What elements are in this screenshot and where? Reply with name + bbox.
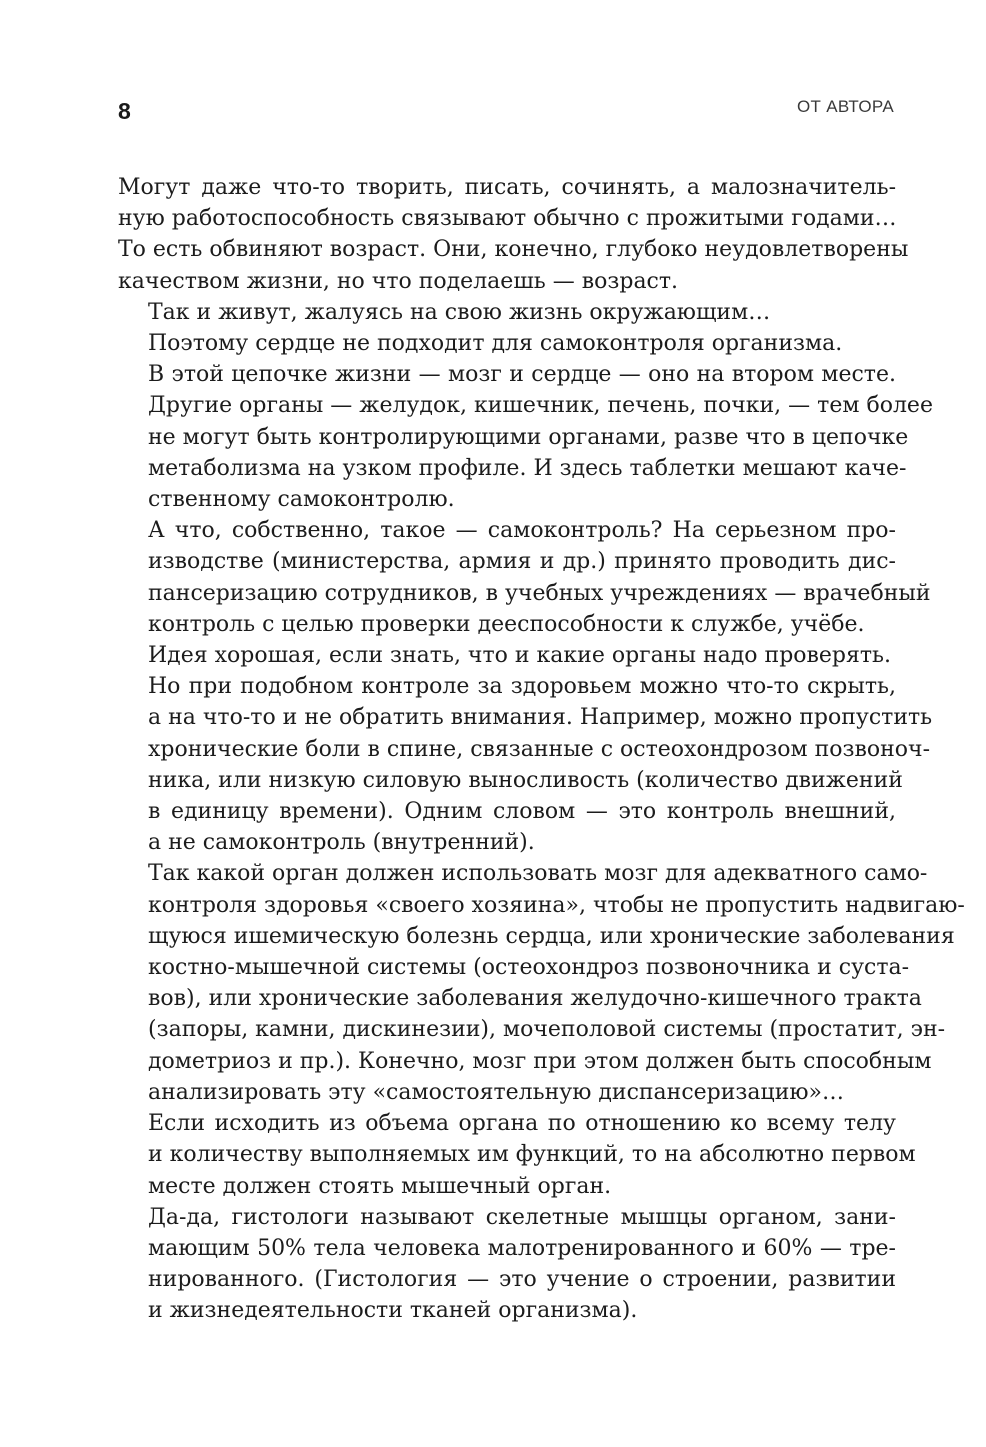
text-line: То есть обвиняют возраст. Они, конечно, глубоко неудовлетворены	[118, 237, 909, 263]
text-line: Другие органы — желудок, кишечник, печень, почки, — тем более	[148, 393, 933, 419]
text-line: хронические боли в спине, связанные с остеохондрозом позвоноч-	[148, 736, 931, 762]
text-line: в единицу времени). Одним словом — это контроль внешний,	[148, 799, 896, 825]
body-text	[118, 172, 965, 1327]
text-line: А что, собственно, такое — самоконтроль? На серьезном про-	[148, 518, 896, 544]
text-line: а на что-то и не обратить внимания. Например, можно пропустить	[148, 705, 933, 731]
text-line: и количеству выполняемых им функций, то на абсолютно первом	[148, 1142, 916, 1168]
paragraph	[118, 1202, 896, 1327]
text-line: дометриоз и пр.). Конечно, мозг при этом должен быть способным	[148, 1048, 932, 1074]
text-line: изводстве (министерства, армия и др.) принято проводить дис-	[148, 549, 896, 575]
paragraph	[118, 359, 933, 515]
text-line: (запоры, камни, дискинезии), мочеполовой системы (простатит, эн-	[148, 1017, 946, 1043]
text-line: месте должен стоять мышечный орган.	[148, 1173, 612, 1199]
text-line: Да-да, гистологи называют скелетные мышцы органом, зани-	[148, 1204, 896, 1230]
text-line: Так какой орган должен использовать мозг для адекватного само-	[148, 861, 928, 887]
page-number: 8	[118, 98, 131, 124]
paragraph	[118, 172, 909, 297]
paragraph	[118, 297, 896, 328]
text-line: В этой цепочке жизни — мозг и сердце — оно на втором месте.	[148, 362, 896, 388]
paragraph	[118, 328, 896, 359]
text-line: пансеризацию сотрудников, в учебных учреждениях — врачебный	[148, 580, 931, 606]
paragraph	[118, 1108, 916, 1202]
text-line: анализировать эту «самостоятельную диспансеризацию»…	[148, 1079, 844, 1105]
paragraph	[118, 640, 896, 671]
text-line: качеством жизни, но что поделаешь — возраст.	[118, 268, 679, 294]
text-line: Могут даже что-то творить, писать, сочинять, а малозначитель-	[118, 175, 896, 200]
paragraph	[118, 858, 965, 1108]
text-line: мающим 50% тела человека малотренированного и 60% — тре-	[148, 1235, 896, 1261]
text-line: ственному самоконтролю.	[148, 487, 455, 513]
text-line: нированного. (Гистология — это учение о строении, развитии	[148, 1267, 896, 1293]
text-line: ника, или низкую силовую выносливость (количество движений	[148, 767, 903, 793]
text-line: контроля здоровья «своего хозяина», чтобы не пропустить надвигаю-	[148, 892, 965, 918]
paragraph	[118, 515, 931, 640]
text-line: Если исходить из объема органа по отношению ко всему телу	[148, 1111, 896, 1137]
text-line: контроль с целью проверки дееспособности к службе, учёбе.	[148, 611, 865, 637]
text-line: Идея хорошая, если знать, что и какие органы надо проверять.	[148, 643, 892, 669]
text-line: щуюся ишемическую болезнь сердца, или хронические заболевания	[148, 923, 955, 949]
running-head: ОТ АВТОРА	[797, 97, 894, 116]
text-line: и жизнедеятельности тканей организма).	[148, 1298, 638, 1324]
text-line: Поэтому сердце не подходит для самоконтроля организма.	[148, 331, 843, 357]
text-line: метаболизма на узком профиле. И здесь таблетки мешают каче-	[148, 455, 907, 481]
text-line: не могут быть контролирующими органами, разве что в цепочке	[148, 424, 909, 450]
text-line: Но при подобном контроле за здоровьем можно что-то скрыть,	[148, 674, 896, 700]
paragraph	[118, 671, 933, 858]
text-line: ную работоспособность связывают обычно с прожитыми годами…	[118, 206, 897, 232]
text-line: Так и живут, жалуясь на свою жизнь окружающим…	[148, 299, 771, 325]
text-line: костно-мышечной системы (остеохондроз позвоночника и суста-	[148, 955, 910, 981]
text-line: а не самоконтроль (внутренний).	[148, 830, 535, 856]
text-line: вов), или хронические заболевания желудочно-кишечного тракта	[148, 986, 922, 1012]
